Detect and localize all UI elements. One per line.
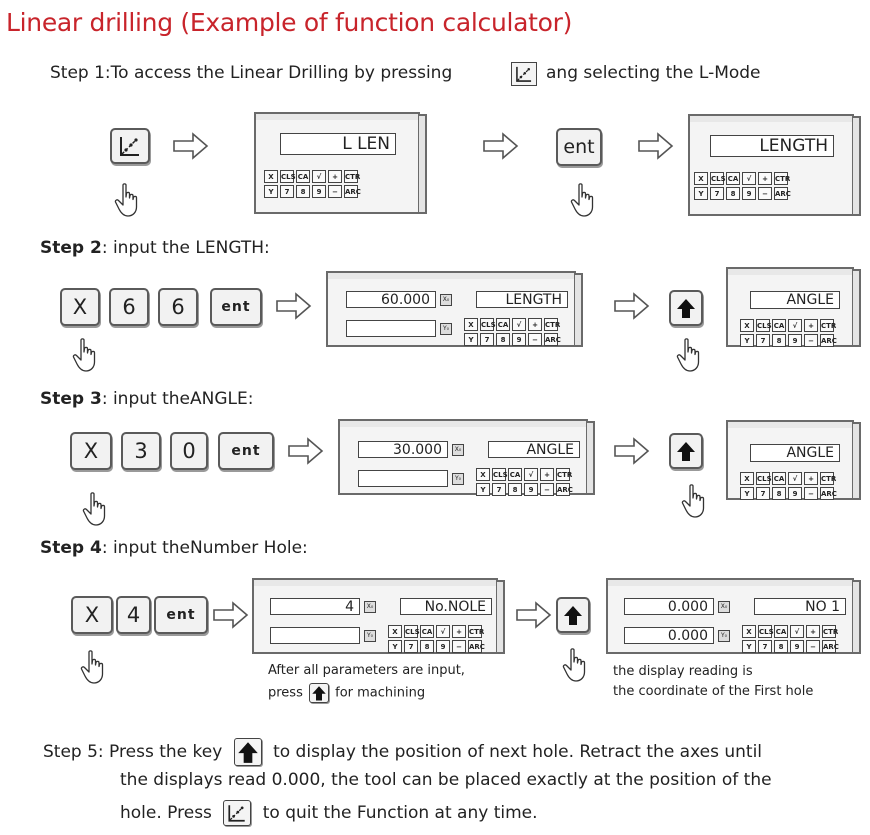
keypad-key[interactable]: CA xyxy=(496,318,510,331)
note-after-machining: for machining xyxy=(335,685,426,701)
keypad-key[interactable]: 9 xyxy=(524,483,538,496)
keypad-key[interactable]: CA xyxy=(772,472,786,485)
keypad-key[interactable]: X xyxy=(742,625,756,638)
ent-key[interactable]: ent xyxy=(556,128,602,166)
up-arrow-key[interactable] xyxy=(556,597,590,633)
keypad-key[interactable]: 8 xyxy=(772,487,786,500)
keypad-key[interactable]: 8 xyxy=(726,187,740,200)
step4-label: Step 4 xyxy=(40,538,102,558)
hand-pointer-icon xyxy=(72,338,100,374)
keypad-key[interactable]: Y xyxy=(740,487,754,500)
keypad-key[interactable]: + xyxy=(540,468,554,481)
dro-device xyxy=(726,273,854,347)
y-axis-label: Y₀ xyxy=(440,323,452,335)
keypad-key[interactable]: CTR xyxy=(822,625,836,638)
y-axis-label: Y₀ xyxy=(364,630,376,642)
keypad-key[interactable]: 7 xyxy=(280,185,294,198)
keypad-key[interactable]: CTR xyxy=(344,170,358,183)
keypad-key[interactable]: 7 xyxy=(492,483,506,496)
linear-mode-icon xyxy=(223,800,251,826)
y-axis-label: Y₀ xyxy=(452,473,464,485)
keypad-key[interactable]: 9 xyxy=(788,487,802,500)
x-axis-label: X₀ xyxy=(440,294,452,306)
up-arrow-key-icon xyxy=(674,439,698,463)
keypad-key[interactable]: 8 xyxy=(420,640,434,653)
keypad-key[interactable]: X xyxy=(264,170,278,183)
keypad-key[interactable]: − xyxy=(804,334,818,347)
note-display-line1: the display reading is xyxy=(613,664,753,679)
up-arrow-key-icon xyxy=(234,738,262,766)
keypad-key[interactable]: − xyxy=(452,640,466,653)
keypad-key[interactable]: 9 xyxy=(788,334,802,347)
keypad-key[interactable]: CA xyxy=(774,625,788,638)
step5-line2: the displays read 0.000, the tool can be placed exactly at the position of the xyxy=(120,770,772,790)
keypad-key[interactable]: CTR xyxy=(544,318,558,331)
up-arrow-key-icon xyxy=(674,296,698,320)
digit-6-key[interactable]: 6 xyxy=(109,288,149,326)
up-arrow-key[interactable] xyxy=(669,433,703,469)
keypad-key[interactable]: + xyxy=(806,625,820,638)
keypad-key[interactable]: CLS xyxy=(710,172,724,185)
keypad-key[interactable]: 8 xyxy=(774,640,788,653)
display-x: 60.000 xyxy=(346,291,436,308)
display-right: ANGLE xyxy=(488,441,580,458)
keypad-key[interactable]: CA xyxy=(726,172,740,185)
page-title: Linear drilling (Example of function calculator) xyxy=(6,8,573,37)
display-y: 0.000 xyxy=(624,627,714,644)
keypad-key[interactable]: Y xyxy=(742,640,756,653)
display-y xyxy=(358,470,448,487)
right-arrow-icon xyxy=(614,437,650,465)
keypad-key[interactable]: 8 xyxy=(496,333,510,346)
keypad-key[interactable]: CA xyxy=(296,170,310,183)
right-arrow-icon xyxy=(276,292,312,320)
keypad-key[interactable]: √ xyxy=(742,172,756,185)
keypad-key[interactable]: √ xyxy=(524,468,538,481)
keypad-key[interactable]: ARC xyxy=(556,483,570,496)
keypad-key[interactable]: − xyxy=(806,640,820,653)
keypad-key[interactable]: − xyxy=(540,483,554,496)
right-arrow-icon xyxy=(173,132,209,160)
keypad-key[interactable]: + xyxy=(804,319,818,332)
step2-heading xyxy=(40,238,270,258)
step5-line3-b: to quit the Function at any time. xyxy=(262,803,538,823)
ent-key[interactable]: ent xyxy=(154,596,208,634)
keypad-key[interactable]: Y xyxy=(694,187,708,200)
keypad-key[interactable]: √ xyxy=(312,170,326,183)
display-right: NO 1 xyxy=(754,598,846,615)
display-main: ANGLE xyxy=(750,291,840,309)
keypad-key[interactable]: + xyxy=(328,170,342,183)
keypad-key[interactable]: 7 xyxy=(758,640,772,653)
hand-pointer-icon xyxy=(114,183,142,219)
up-arrow-key-icon xyxy=(309,683,329,703)
keypad-key[interactable]: 7 xyxy=(756,334,770,347)
keypad-key[interactable]: CLS xyxy=(756,472,770,485)
keypad-key[interactable]: 9 xyxy=(436,640,450,653)
step5-line1 xyxy=(43,738,762,766)
up-arrow-key[interactable] xyxy=(669,290,703,326)
step1-text-a: Step 1:To access the Linear Drilling by pressing xyxy=(50,63,453,83)
keypad-key[interactable]: √ xyxy=(436,625,450,638)
right-arrow-icon xyxy=(614,292,650,320)
hand-pointer-icon xyxy=(562,648,590,684)
keypad-key[interactable]: CA xyxy=(508,468,522,481)
keypad-key[interactable]: CLS xyxy=(480,318,494,331)
right-arrow-icon xyxy=(483,132,519,160)
right-arrow-icon xyxy=(288,437,324,465)
display-right: LENGTH xyxy=(476,291,568,308)
x-axis-label: X₀ xyxy=(718,601,730,613)
step3-heading xyxy=(40,389,253,409)
keypad-key[interactable]: Y xyxy=(464,333,478,346)
hand-pointer-icon xyxy=(681,484,709,520)
keypad-key[interactable]: ARC xyxy=(822,640,836,653)
keypad-key[interactable]: + xyxy=(528,318,542,331)
display-x: 0.000 xyxy=(624,598,714,615)
keypad-key[interactable]: 8 xyxy=(508,483,522,496)
keypad-key[interactable]: √ xyxy=(788,319,802,332)
keypad-key[interactable]: − xyxy=(804,487,818,500)
right-arrow-icon xyxy=(638,132,674,160)
keypad-key[interactable]: 8 xyxy=(296,185,310,198)
keypad-key[interactable]: 7 xyxy=(710,187,724,200)
step2-label: Step 2 xyxy=(40,238,102,258)
digit-6-key[interactable]: 6 xyxy=(158,288,198,326)
note-after-line1: After all parameters are input, xyxy=(268,663,465,678)
step4-text: : input theNumber Hole: xyxy=(101,538,308,558)
keypad-key[interactable]: ARC xyxy=(774,187,788,200)
keypad-key[interactable]: 8 xyxy=(772,334,786,347)
keypad-key[interactable]: CLS xyxy=(404,625,418,638)
linear-mode-icon xyxy=(511,62,537,86)
x-key[interactable]: X xyxy=(60,288,100,326)
y-axis-label: Y₀ xyxy=(718,630,730,642)
note-after-line2 xyxy=(268,683,425,703)
keypad-key[interactable]: √ xyxy=(788,472,802,485)
keypad-key[interactable]: − xyxy=(528,333,542,346)
keypad-key[interactable]: CTR xyxy=(468,625,482,638)
keypad-key[interactable]: 9 xyxy=(312,185,326,198)
digit-3-key[interactable]: 3 xyxy=(121,432,161,470)
keypad-key[interactable]: − xyxy=(328,185,342,198)
hand-pointer-icon xyxy=(570,183,598,219)
right-arrow-icon xyxy=(213,601,249,629)
dro-device xyxy=(726,426,854,500)
keypad-key[interactable]: √ xyxy=(790,625,804,638)
x-key[interactable]: X xyxy=(70,432,112,470)
display-y xyxy=(270,627,360,644)
keypad-key[interactable]: + xyxy=(758,172,772,185)
keypad-key[interactable]: CTR xyxy=(556,468,570,481)
dro-device xyxy=(338,425,588,495)
keypad-key[interactable]: − xyxy=(758,187,772,200)
keypad-key[interactable]: 9 xyxy=(790,640,804,653)
step2-text: : input the LENGTH: xyxy=(101,238,270,258)
display-main: LENGTH xyxy=(710,135,834,157)
keypad-key[interactable]: ARC xyxy=(468,640,482,653)
keypad-key[interactable]: CA xyxy=(772,319,786,332)
keypad-key[interactable]: ARC xyxy=(544,333,558,346)
right-arrow-icon xyxy=(516,601,552,629)
dro-device xyxy=(252,584,498,654)
keypad-key[interactable]: X xyxy=(694,172,708,185)
keypad-key[interactable]: CLS xyxy=(758,625,772,638)
keypad-key[interactable]: Y xyxy=(388,640,402,653)
keypad-key[interactable]: ARC xyxy=(820,334,834,347)
step4-heading xyxy=(40,538,308,558)
linear-mode-key[interactable] xyxy=(110,128,150,164)
display-right: No.NOLE xyxy=(400,598,492,615)
up-arrow-key-icon xyxy=(561,603,585,627)
display-x: 30.000 xyxy=(358,441,448,458)
keypad-key[interactable]: 7 xyxy=(756,487,770,500)
dro-device xyxy=(688,120,854,216)
dro-device xyxy=(254,118,420,214)
step5-line1-b: to display the position of next hole. Retract the axes until xyxy=(273,742,763,762)
keypad-key[interactable]: ARC xyxy=(344,185,358,198)
dro-device xyxy=(326,277,576,347)
keypad-key[interactable]: CLS xyxy=(280,170,294,183)
step1-text-b: ang selecting the L-Mode xyxy=(546,63,761,83)
keypad-key[interactable]: Y xyxy=(740,334,754,347)
linear-mode-icon xyxy=(116,132,144,160)
keypad-key[interactable]: CLS xyxy=(756,319,770,332)
hand-pointer-icon xyxy=(676,338,704,374)
display-main: ANGLE xyxy=(750,444,840,462)
ent-key[interactable]: ent xyxy=(218,432,274,470)
keypad-key[interactable]: ARC xyxy=(820,487,834,500)
keypad-key[interactable]: Y xyxy=(264,185,278,198)
step3-text: : input theANGLE: xyxy=(101,389,254,409)
keypad-key[interactable]: + xyxy=(804,472,818,485)
keypad-key[interactable]: 7 xyxy=(480,333,494,346)
hand-pointer-icon xyxy=(80,650,108,686)
keypad-key[interactable]: X xyxy=(476,468,490,481)
keypad-key[interactable]: 7 xyxy=(404,640,418,653)
x-axis-label: X₀ xyxy=(452,444,464,456)
ent-key[interactable]: ent xyxy=(210,288,262,326)
note-display-line2: the coordinate of the First hole xyxy=(613,684,814,699)
x-axis-label: X₀ xyxy=(364,601,376,613)
keypad-key[interactable]: CA xyxy=(420,625,434,638)
hand-pointer-icon xyxy=(82,492,110,528)
step3-label: Step 3 xyxy=(40,389,102,409)
keypad-key[interactable]: CTR xyxy=(820,472,834,485)
keypad-key[interactable]: 9 xyxy=(512,333,526,346)
display-x: 4 xyxy=(270,598,360,615)
keypad-key[interactable]: 9 xyxy=(742,187,756,200)
keypad-key[interactable]: X xyxy=(464,318,478,331)
display-main: L LEN xyxy=(280,133,396,155)
step5-line1-a: Step 5: Press the key xyxy=(43,742,223,762)
dro-device xyxy=(606,584,854,654)
x-key[interactable]: X xyxy=(71,596,113,634)
display-y xyxy=(346,320,436,337)
digit-4-key[interactable]: 4 xyxy=(116,596,151,634)
keypad-key[interactable]: X xyxy=(388,625,402,638)
digit-0-key[interactable]: 0 xyxy=(170,432,208,470)
keypad-key[interactable]: + xyxy=(452,625,466,638)
step5-line3 xyxy=(120,800,538,826)
keypad-key[interactable]: CTR xyxy=(820,319,834,332)
note-after-press: press xyxy=(268,685,303,701)
keypad-key[interactable]: CTR xyxy=(774,172,788,185)
keypad-key[interactable]: CLS xyxy=(492,468,506,481)
keypad-key[interactable]: √ xyxy=(512,318,526,331)
keypad-key[interactable]: X xyxy=(740,472,754,485)
step5-line3-a: hole. Press xyxy=(120,803,212,823)
keypad-key[interactable]: Y xyxy=(476,483,490,496)
keypad-key[interactable]: X xyxy=(740,319,754,332)
